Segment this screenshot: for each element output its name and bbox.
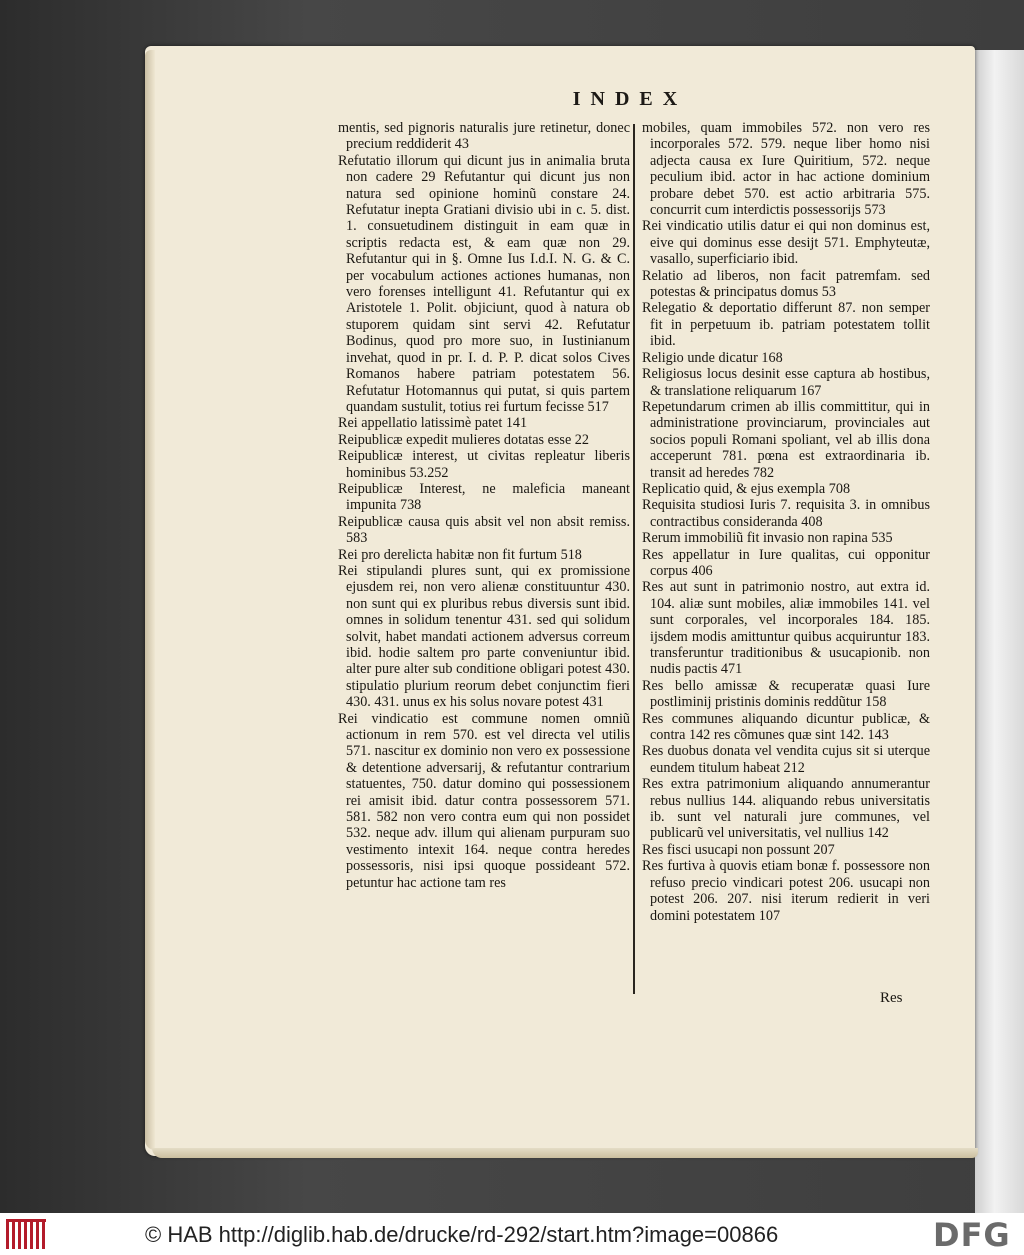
page-bottom-edge	[152, 1148, 978, 1158]
catchword: Res	[880, 990, 903, 1006]
index-entry: Rei appellatio latissimè patet 141	[338, 415, 528, 432]
running-head: INDEX	[572, 88, 688, 110]
index-entry: Religio unde dicatur 168	[642, 349, 783, 366]
column-divider	[633, 124, 635, 994]
footer-citation[interactable]: © HAB http://diglib.hab.de/drucke/rd-292/start.htm?image=00866	[145, 1222, 779, 1247]
hab-barcode-icon	[6, 1219, 46, 1249]
adjacent-page-edge	[975, 50, 1024, 1213]
index-entry: Res furtiva à quovis etiam bonæ f. possessore non refuso precio vindicari potest 206. usucapi non potest 206. 207. nisi iterum redierit in veri domini potestatem 107	[642, 858, 930, 924]
index-entry: Rei stipulandi plures sunt, qui ex promissione ejusdem rei, non vero alienæ constituuntur 430. non sunt qui ex pluribus rebus diversis sunt ibid. omnes in solidum tenentur 431. sed qui solidum solvit, habet mandati actionem adversus correum ibid. hodie saltem pro parte conveniuntur ibid. alter pure alter sub conditione obligari potest 430. stipulatio plurium reorum debet conjunctim fieri 430. 431. unus ex his solus novare potest 431	[338, 562, 630, 711]
index-entry: Res aut sunt in patrimonio nostro, aut extra id. 104. aliæ sunt mobiles, aliæ immobiles 141. vel sunt corporales, vel incorporales 184. 185. ijsdem modis amittuntur quibus acquiruntur 183. transferuntur traditionibus & usucapionib. non nudis pactis 471	[642, 579, 930, 678]
page-left-edge	[145, 50, 155, 1150]
index-entry: Requisita studiosi Iuris 7. requisita 3. in omnibus contractibus consideranda 408	[642, 497, 930, 530]
index-entry: Res appellatur in Iure qualitas, cui opponitur corpus 406	[642, 546, 930, 579]
index-entry: Relatio ad liberos, non facit patremfam. sed potestas & principatus domus 53	[642, 267, 930, 301]
dfg-logo: DFG	[933, 1216, 1011, 1254]
index-column-left	[338, 120, 630, 891]
index-entry: Res duobus donata vel vendita cujus sit si uterque eundem titulum habeat 212	[642, 743, 930, 776]
index-column-right	[642, 120, 930, 924]
index-entry: Res communes aliquando dicuntur publicæ, & contra 142 res cõmunes quæ sint 142. 143	[642, 710, 930, 744]
index-entry: Religiosus locus desinit esse captura ab hostibus, & translatione reliquarum 167	[642, 366, 930, 399]
index-entry: Rei vindicatio est commune nomen omniũ actionum in rem 570. est vel directa vel utilis 571. nascitur ex dominio non vero ex possessione & detentione adversarij, & refutantur contrarium statuentes, 750. datur domino qui possessionem rei amisit ibid. datur contra possessorem 571. 581. 582 non vero contra eum qui non possidet 532. neque adv. illum qui alienam purpuram suo vestimento intexit 164. neque contra heredes possessoris, nisi ipsi quoque possideant 572. petuntur hac actione tam res	[338, 710, 630, 891]
index-entry: Reipublicæ interest, ut civitas repleatur liberis hominibus 53.252	[338, 448, 630, 481]
index-entry: Rei pro derelicta habitæ non fit furtum 518	[338, 546, 582, 563]
index-entry: Res bello amissæ & recuperatæ quasi Iure postliminij pristinis dominis reddũtur 158	[642, 677, 930, 711]
index-entry: Replicatio quid, & ejus exempla 708	[642, 480, 851, 497]
index-entry: mobiles, quam immobiles 572. non vero res incorporales 572. 579. neque liber homo nisi adjecta causa ex Iure Quiritium, 572. neque peculium ibid. actor in hac actione dominium probare debet 570. est actio arbitraria 575. concurrit cum interdictis possessorijs 573	[642, 120, 930, 219]
index-entry: Rei vindicatio utilis datur ei qui non dominus est, eive qui dominus esse desijt 571. Emphyteutæ, vasallo, superficiario ibid.	[642, 218, 930, 268]
index-entry: Reipublicæ causa quis absit vel non absit remiss. 583	[338, 513, 630, 547]
index-entry: mentis, sed pignoris naturalis jure retinetur, donec precium reddiderit 43	[338, 120, 630, 153]
index-entry: Relegatio & deportatio differunt 87. non semper fit in perpetuum ib. patriam potestatem tollit ibid.	[642, 300, 930, 350]
index-entry: Reipublicæ expedit mulieres dotatas esse 22	[338, 431, 589, 448]
index-entry: Res extra patrimonium aliquando annumerantur rebus nullius 144. aliquando rebus universitatis ib. sunt vel naturali jure communes, vel publicarũ vel universitatis, vel nullius 142	[642, 776, 930, 842]
index-entry: Reipublicæ Interest, ne maleficia maneant impunita 738	[338, 480, 630, 514]
index-entry: Repetundarum crimen ab illis committitur, qui in administratione provinciarum, provinciales aut socios populi Romani spoliant, vel ab illis dona acceperunt 781. pœna est extraordinaria ib. transit ad heredes 782	[642, 398, 930, 481]
index-entry: Res fisci usucapi non possunt 207	[642, 841, 835, 858]
index-entry: Rerum immobiliũ fit invasio non rapina 535	[642, 530, 893, 547]
index-entry: Refutatio illorum qui dicunt jus in animalia bruta non cadere 29 Refutantur qui dicunt jus non natura sed opinione hominũ constare 24. Refutatur inepta Gratiani divisio ubi in c. 5. dist. 1. consuetudinem distinguit in eam quæ in scriptis redacta est, & eam quæ non 29. Refutantur qui in §. Omne Ius I.d.I. N. G. & C. per vocabulum actiones actiones humanas, non vero forenses intelligunt 41. Refutantur qui ex Aristotele 1. Polit. objiciunt, quod à natura ob stuporem quidam sint servi 42. Refutatur Bodinus, quod pro more suo, in Iustinianum invehat, quod in pr. I. d. P. P. dicat solos Cives Romanos habere patriam potestatem 56. Refutatur Hotomannus qui putat, si quis partem quandam sustulit, totius rei furtum fecisse 517	[338, 152, 630, 415]
